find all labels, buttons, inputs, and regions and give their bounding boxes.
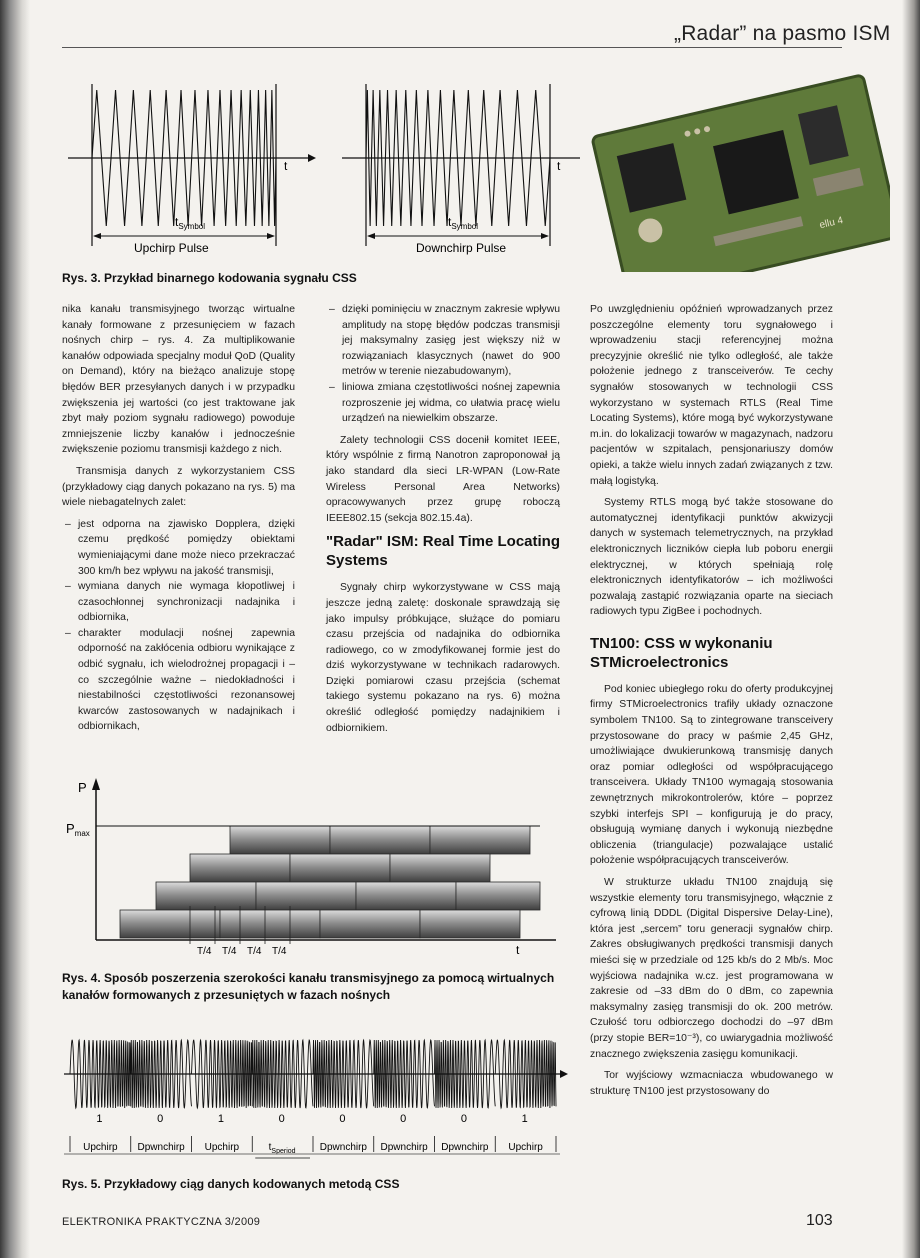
col2-paragraph-1: Zalety technologii CSS docenił komitet IEEE, który wspólnie z firmą Nanotron zaproponował ją jako standard dla sieci LR-WPAN (Low-Rate Wireless Personal Area Networks) opracowywanych przez grupę roboczą IEEE802.15 (sekcja 802.15.4a). bbox=[326, 434, 560, 524]
quarter-label: T/4 bbox=[247, 946, 262, 957]
header-rule bbox=[62, 47, 842, 48]
board-silkscreen: ellu 4 bbox=[818, 215, 845, 232]
quarter-period-labels bbox=[197, 946, 287, 957]
channel-slab bbox=[320, 910, 420, 938]
channel-slab bbox=[330, 826, 430, 854]
col1-paragraph-2: Transmisja danych z wykorzystaniem CSS (przykładowy ciąg danych pokazano na rys. 5) ma wiele niebagatelnych zalet: bbox=[62, 465, 295, 509]
chirp-type-label: Dpwnchirp bbox=[380, 1142, 428, 1153]
channel-slab bbox=[190, 854, 290, 882]
bit-value-label: 1 bbox=[217, 1113, 224, 1125]
quarter-label: T/4 bbox=[272, 946, 287, 957]
figure-3-caption: Rys. 3. Przykład binarnego kodowania sygnału CSS bbox=[62, 271, 357, 285]
col3-paragraph-5: Tor wyjściowy wzmacniacza wbudowanego w strukturę TN100 jest przystosowany do bbox=[590, 1070, 833, 1097]
chirp-segment bbox=[374, 1040, 435, 1108]
col1-paragraph-1: nika kanału transmisyjnego tworząc wirtualne kanały formowane z przesunięciem w fazach nośnych chirp – rys. 4. Za multiplikowanie kanałów odpowiada specjalny moduł QoD (Quality on Demand), który na bieżąco analizuje stopę błędów BER przesyłanych danych i w przypadku zwiększenia jej wartości (co jest traktowane jak zbyt mały poziom sygnału radiowego) powoduje zmniejszenie liczby kanałów i jednocześnie zwiększenie poziomu transmisji każdego z nich. bbox=[62, 304, 295, 456]
symbol-label-right: $t_{Symbol}$ bbox=[448, 215, 479, 231]
downchirp-pulse-label: Downchirp Pulse bbox=[416, 241, 507, 255]
bit-value-label: 0 bbox=[278, 1113, 285, 1125]
symbol-label-left: $t_{Symbol}$ bbox=[175, 215, 206, 231]
chirp-segment bbox=[131, 1040, 192, 1108]
signal-axis-arrow bbox=[560, 1070, 568, 1078]
time-axis-label-left: t bbox=[284, 159, 288, 173]
column-3 bbox=[590, 302, 833, 1105]
bit-labels bbox=[70, 1113, 556, 1158]
quarter-label: T/4 bbox=[197, 946, 212, 957]
arrow-head bbox=[541, 233, 549, 239]
tn100-module-photo bbox=[578, 60, 890, 272]
figure-4 bbox=[60, 776, 570, 966]
bit-value-label: 0 bbox=[339, 1113, 346, 1125]
binding-shadow-right bbox=[902, 0, 920, 1258]
power-axis-label: P bbox=[78, 780, 87, 795]
power-axis-arrow bbox=[92, 778, 100, 790]
arrow-head bbox=[267, 233, 275, 239]
chirp-type-label: Upchirp bbox=[83, 1142, 118, 1153]
arrow-head bbox=[367, 233, 375, 239]
page-number: 103 bbox=[806, 1212, 833, 1229]
col1-advantages-list bbox=[62, 517, 295, 735]
chirp-type-label: Dpwnchirp bbox=[137, 1142, 185, 1153]
time-axis-arrow bbox=[308, 154, 316, 162]
figure-5-caption: Rys. 5. Przykładowy ciąg danych kodowanych metodą CSS bbox=[62, 1177, 400, 1191]
bit-value-label: 0 bbox=[460, 1113, 467, 1125]
channel-slab bbox=[290, 854, 390, 882]
chirp-type-label: Dpwnchirp bbox=[441, 1142, 489, 1153]
list-item: – jest odporna na zjawisko Dopplera, dzięki czemu prędkość pomiędzy obiektami wymieniającymi dane może nieco przekraczać 300 km/h bez wpływu na jakość transmisji, bbox=[62, 517, 295, 579]
chirp-type-label: Dpwnchirp bbox=[319, 1142, 367, 1153]
pmax-label: $P_{max}$ bbox=[66, 821, 90, 838]
virtual-channel-slabs bbox=[96, 826, 540, 944]
channel-slab bbox=[220, 910, 320, 938]
quarter-label: T/4 bbox=[222, 946, 237, 957]
channel-slab bbox=[230, 826, 330, 854]
channel-slab bbox=[456, 882, 540, 910]
chirp-segment bbox=[435, 1040, 496, 1108]
figure-3 bbox=[60, 62, 580, 272]
chirp-type-label: Upchirp bbox=[204, 1142, 240, 1153]
channel-slab bbox=[256, 882, 356, 910]
upchirp-pulse-label: Upchirp Pulse bbox=[134, 241, 209, 255]
channel-slab bbox=[430, 826, 530, 854]
col3-paragraph-2: Systemy RTLS mogą być także stosowane do automatycznej identyfikacji punktów akwizycji danych w systemach telemetrycznych, na przykład elektronicznych liczników ciepła lub poboru energii elektrycznej, w których spełniają rolę elektronicznych identyfikatorów – ich możliwości pozwalają zastąpić rozwiązania oparte na sieciach radiowych typu ZigBee i pochodnych. bbox=[590, 497, 833, 618]
running-header: „Radar” na pasmo ISM bbox=[674, 22, 891, 45]
channel-slab bbox=[120, 910, 220, 938]
section-heading-rtls: "Radar" ISM: Real Time Locating Systems bbox=[326, 533, 560, 570]
column-2 bbox=[326, 302, 560, 742]
bit-value-label: 1 bbox=[96, 1113, 103, 1125]
chirp-type-label: Upchirp bbox=[508, 1142, 543, 1153]
column-1 bbox=[62, 302, 295, 741]
channel-slab bbox=[356, 882, 456, 910]
channel-slab bbox=[390, 854, 490, 882]
arrow-head bbox=[93, 233, 101, 239]
figure-4-caption: Rys. 4. Sposób poszerzenia szerokości kanału transmisyjnego za pomocą wirtualnych kanałów formowanych z przesuniętych w fazach nośnych bbox=[62, 971, 555, 1002]
col3-paragraph-3: Pod koniec ubiegłego roku do oferty produkcyjnej firmy STMicroelectronics trafiły układy oznaczone symbolem TN100. Są to zintegrowane transceivery przystosowane do pracy w paśmie 2,45 GHz, umożliwiające dwukierunkową transmisję danych oraz pomiar odległości od współpracującego transceivera. Układy TN100 wymagają stosowania zewnętrznych mikrokontrolerów, które – poprzez szybki interfejs SPI – konfigurują je do pracy, obsługują wymianę danych i wykonują niezbędne obliczenia (triangulacje) pozwalające ustalić położenie współpracujących transceiverów. bbox=[590, 683, 833, 867]
journal-footer: ELEKTRONIKA PRAKTYCZNA 3/2009 bbox=[62, 1216, 261, 1228]
col3-paragraph-4: W strukturze układu TN100 znajdują się wszystkie elementy toru transmisyjnego, włącznie z cyfrową linią DDDL (Digital Dispersive Delay-Line), która jest „sercem” toru generacji sygnałów chirp. Zakres obsługiwanych prędkości transmisji danych mieści się w przedziale od 125 kb/s do 2 Mb/s. Moc wyjściowa nadajnika w.cz. jest programowana w zakresie od –33 dBm do 0 dBm, co zapewnia maksymalny zasięg transmisji do ok. 200 metrów. Czułość toru odbiorczego dochodzi do –97 dBm (przy stopie BER=10⁻³), co uwiarygadnia możliwość znacznego zwiększenia zasięgu komunikacji. bbox=[590, 877, 833, 1060]
list-item: – liniowa zmiana częstotliwości nośnej zapewnia rozproszenie jej widma, co ułatwia pracę wielu urządzeń na niewielkim obszarze. bbox=[326, 380, 560, 427]
channel-slab bbox=[420, 910, 520, 938]
chirp-segment bbox=[313, 1040, 374, 1108]
bit-value-label: 1 bbox=[521, 1113, 528, 1125]
col2-paragraph-2: Sygnały chirp wykorzystywane w CSS mają jeszcze jedną zaletę: doskonale sprawdzają się jako impulsy próbkujące, służące do pomiaru czasu przejścia od nadajnika do odbiornika radiowego, co w zmodyfikowanej formie jest do dziś wykorzystywane w technikach radarowych. Dzięki pomiarowi czasu przejścia (schemat takiego systemu pokazano na rys. 6) można określić odległość pomiędzy nadajnikiem i odbiornikiem. bbox=[326, 582, 560, 734]
channel-slab bbox=[156, 882, 256, 910]
col3-paragraph-1: Po uwzględnieniu opóźnień wprowadzanych przez poszczególne elementy toru sygnałowego i wprowadzeniu stacji referencyjnej można precyzyjnie określić nie tylko odległość, ale także położenie jednego z transceiverów. Te cechy sygnałów stosowanych w technologii CSS wykorzystano w systemach RTLS (Real Time Locating Systems), które mogą być wykorzystywane m.in. do lokalizacji towarów w magazynach, nadzoru pacjentów w szpitalach, pensjonariuszy domów opieki, a także wielu innych zadań związanych z tzw. małą logistyką. bbox=[590, 304, 833, 487]
list-item: – charakter modulacji nośnej zapewnia odporność na zakłócenia odbioru wynikające z odbić sygnału, ich wielodrożnej propagacji i – co szczególnie ważne – niedokładności i niestabilności częstotliwości rezonansowej kwarców zastosowanych w nadajnikach i odbiornikach, bbox=[62, 626, 295, 735]
list-item: – wymiana danych nie wymaga kłopotliwej i czasochłonnej synchronizacji nadajnika i odbiornika, bbox=[62, 579, 295, 626]
time-axis-label-right: t bbox=[557, 159, 561, 173]
col2-advantages-list bbox=[326, 302, 560, 427]
symbol-period-label: $t_{Speriod}$ bbox=[268, 1142, 296, 1155]
chirp-segment bbox=[252, 1040, 313, 1108]
binding-shadow-left bbox=[0, 0, 30, 1258]
list-item: – dzięki pominięciu w znacznym zakresie wpływu amplitudy na stopę błędów podczas transmisji jej maksymalny zasięg jest większy niż w rozwiązaniach klasycznych (nawet do 900 metrów w terenie niezabudowanym), bbox=[326, 302, 560, 380]
figure-5 bbox=[60, 1004, 570, 1164]
bit-value-label: 0 bbox=[400, 1113, 407, 1125]
time-axis-label: t bbox=[516, 943, 520, 957]
bit-value-label: 0 bbox=[157, 1113, 164, 1125]
section-heading-tn100: TN100: CSS w wykonaniu STMicroelectronics bbox=[590, 634, 773, 671]
